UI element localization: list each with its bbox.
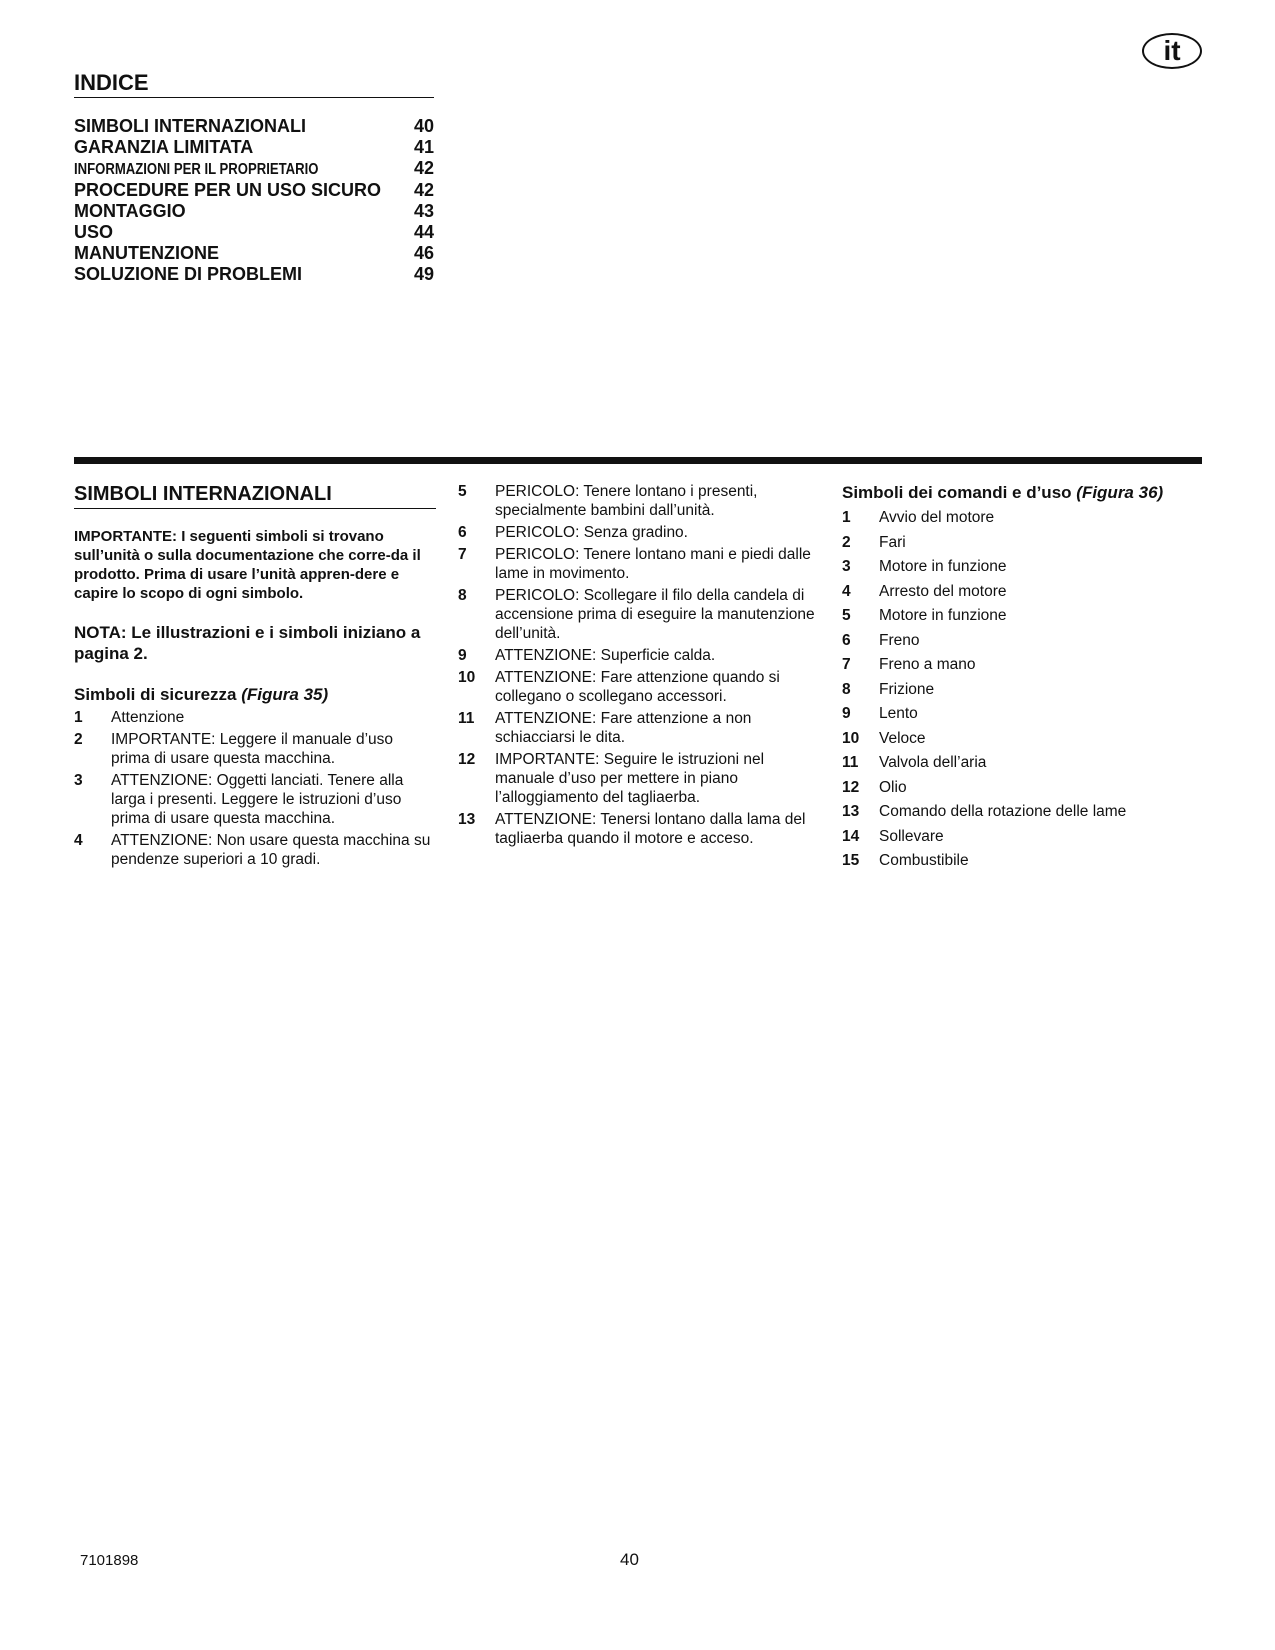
list-item <box>842 729 1202 748</box>
list-item <box>842 802 1202 821</box>
item-text: Fari <box>879 533 906 551</box>
list-item <box>458 523 818 542</box>
item-text: PERICOLO: Senza gradino. <box>495 524 688 541</box>
item-number: 5 <box>842 607 851 624</box>
list-item <box>842 631 1202 650</box>
list-item <box>842 655 1202 674</box>
item-number: 1 <box>74 709 83 726</box>
safety-symbols-title: Simboli di sicurezza <box>74 685 237 704</box>
list-item <box>458 545 818 583</box>
item-number: 11 <box>458 710 475 727</box>
list-item <box>458 646 818 665</box>
list-item <box>842 753 1202 772</box>
list-item <box>458 668 818 706</box>
item-number: 2 <box>842 533 851 551</box>
item-text: Comando della rotazione delle lame <box>879 803 1127 820</box>
important-note: IMPORTANTE: I seguenti simboli si trovano sull’unità o sulla documentazione che corre-da il prodotto. Prima di usare l’unità appren-dere e capire lo scopo di ogni simbolo. <box>74 528 421 602</box>
toc-entry-label: INFORMAZIONI PER IL PROPRIETARIO <box>74 161 319 178</box>
item-number: 11 <box>842 754 859 771</box>
toc-entry-label: MONTAGGIO <box>74 201 186 221</box>
toc-entry <box>74 243 434 264</box>
item-number: 4 <box>842 582 851 600</box>
toc-entry-page: 40 <box>413 116 434 136</box>
item-text: ATTENZIONE: Oggetti lanciati. Tenere alla larga i presenti. Leggere le istruzioni d’uso prima di usare questa macchina. <box>111 772 404 827</box>
item-text: ATTENZIONE: Tenersi lontano dalla lama del tagliaerba quando il motore e acceso. <box>495 811 806 847</box>
toc-entry <box>74 158 434 180</box>
toc-entry <box>74 180 434 201</box>
item-text: ATTENZIONE: Superficie calda. <box>495 647 716 664</box>
item-text: IMPORTANTE: Leggere il manuale d’uso prima di usare questa macchina. <box>111 731 393 767</box>
toc-entry-page: 49 <box>413 264 434 284</box>
item-number: 14 <box>842 827 860 845</box>
safety-symbols-heading <box>74 684 436 706</box>
item-text: Attenzione <box>111 709 185 726</box>
list-item <box>458 709 818 747</box>
item-number: 7 <box>458 546 467 563</box>
item-number: 2 <box>74 731 83 748</box>
item-text: Freno a mano <box>879 656 976 673</box>
item-text: Veloce <box>879 729 926 747</box>
control-symbols-heading <box>842 482 1202 504</box>
item-text: PERICOLO: Tenere lontano mani e piedi dalle lame in movimento. <box>495 546 811 582</box>
item-text: ATTENZIONE: Fare attenzione a non schiacciarsi le dita. <box>495 710 752 746</box>
list-item <box>74 730 436 768</box>
item-number: 10 <box>842 729 860 747</box>
safety-symbols-list-continued <box>458 482 818 848</box>
item-text: ATTENZIONE: Non usare questa macchina su pendenze superiori a 10 gradi. <box>111 832 431 868</box>
document-code: 7101898 <box>80 1552 139 1569</box>
list-item <box>842 704 1202 723</box>
item-number: 8 <box>458 587 467 604</box>
list-item <box>842 827 1202 846</box>
item-text: Motore in funzione <box>879 558 1007 575</box>
list-item <box>74 771 436 828</box>
item-number: 15 <box>842 852 860 869</box>
item-number: 3 <box>74 772 83 789</box>
item-number: 13 <box>842 803 860 820</box>
nota-note: NOTA: Le illustrazioni e i simboli iniziano a pagina 2. <box>74 623 421 663</box>
toc-entry-page: 44 <box>413 222 434 242</box>
item-text: IMPORTANTE: Seguire le istruzioni nel manuale d’uso per mettere in piano l’alloggiamento del tagliaerba. <box>495 751 765 806</box>
toc-entry-label: SOLUZIONE DI PROBLEMI <box>74 264 303 284</box>
list-item <box>842 557 1202 576</box>
toc-entry-label: MANUTENZIONE <box>74 243 219 263</box>
item-number: 12 <box>842 778 860 796</box>
toc-entry-page: 41 <box>413 137 434 157</box>
column-left <box>74 482 436 872</box>
toc-title: INDICE <box>74 70 434 98</box>
item-text: Frizione <box>879 680 935 698</box>
table-of-contents <box>74 70 434 285</box>
item-text: Avvio del motore <box>879 509 995 526</box>
item-number: 7 <box>842 656 851 673</box>
language-badge: it <box>1142 33 1202 69</box>
toc-entry-page: 42 <box>413 180 434 200</box>
list-item <box>842 851 1202 870</box>
item-text: Valvola dell’aria <box>879 754 987 771</box>
item-text: PERICOLO: Scollegare il filo della candela di accensione prima di eseguire la manutenzione dell’unità. <box>495 587 815 642</box>
item-text: Motore in funzione <box>879 607 1007 624</box>
safety-symbols-list <box>74 708 436 869</box>
safety-symbols-figure-ref: (Figura 35) <box>241 685 329 704</box>
toc-entry-label: USO <box>74 222 114 242</box>
list-item <box>458 482 818 520</box>
toc-entry-page: 42 <box>413 158 434 178</box>
toc-entry <box>74 137 434 158</box>
column-right <box>842 482 1202 876</box>
toc-entry <box>74 222 434 243</box>
item-number: 8 <box>842 680 851 698</box>
list-item <box>842 680 1202 699</box>
toc-entry <box>74 264 434 285</box>
toc-entry-page: 46 <box>413 243 434 263</box>
list-item <box>458 750 818 807</box>
list-item <box>74 831 436 869</box>
item-number: 6 <box>842 631 851 649</box>
toc-entry <box>74 116 434 137</box>
item-number: 3 <box>842 558 851 575</box>
control-symbols-title: Simboli dei comandi e d’uso <box>842 483 1072 502</box>
item-number: 4 <box>74 832 83 849</box>
list-item <box>842 508 1202 527</box>
toc-entry-label: SIMBOLI INTERNAZIONALI <box>74 116 306 136</box>
section-title: SIMBOLI INTERNAZIONALI <box>74 482 436 509</box>
item-text: Combustibile <box>879 852 969 869</box>
column-middle <box>458 482 818 851</box>
list-item <box>458 810 818 848</box>
item-number: 9 <box>458 647 467 664</box>
item-text: PERICOLO: Tenere lontano i presenti, specialmente bambini dall’unità. <box>495 483 758 519</box>
toc-entry-label: GARANZIA LIMITATA <box>74 137 254 157</box>
toc-entry-page: 43 <box>413 201 434 221</box>
list-item <box>842 582 1202 601</box>
item-text: Lento <box>879 705 918 722</box>
page-number: 40 <box>620 1550 639 1569</box>
item-number: 1 <box>842 509 851 526</box>
item-text: Sollevare <box>879 827 944 845</box>
item-number: 12 <box>458 751 476 768</box>
item-number: 9 <box>842 705 851 722</box>
item-number: 6 <box>458 524 467 541</box>
list-item <box>842 606 1202 625</box>
item-number: 13 <box>458 811 476 828</box>
list-item <box>842 778 1202 797</box>
item-text: Freno <box>879 631 920 649</box>
list-item <box>842 533 1202 552</box>
control-symbols-figure-ref: (Figura 36) <box>1076 483 1164 502</box>
list-item <box>74 708 436 727</box>
toc-entry-label: PROCEDURE PER UN USO SICURO <box>74 180 382 200</box>
item-text: Olio <box>879 778 907 796</box>
toc-entry <box>74 201 434 222</box>
section-divider <box>74 457 1202 464</box>
item-text: Arresto del motore <box>879 582 1007 600</box>
item-text: ATTENZIONE: Fare attenzione quando si collegano o scollegano accessori. <box>495 669 780 705</box>
control-symbols-list <box>842 508 1202 870</box>
item-number: 10 <box>458 669 476 686</box>
list-item <box>458 586 818 643</box>
item-number: 5 <box>458 483 467 500</box>
